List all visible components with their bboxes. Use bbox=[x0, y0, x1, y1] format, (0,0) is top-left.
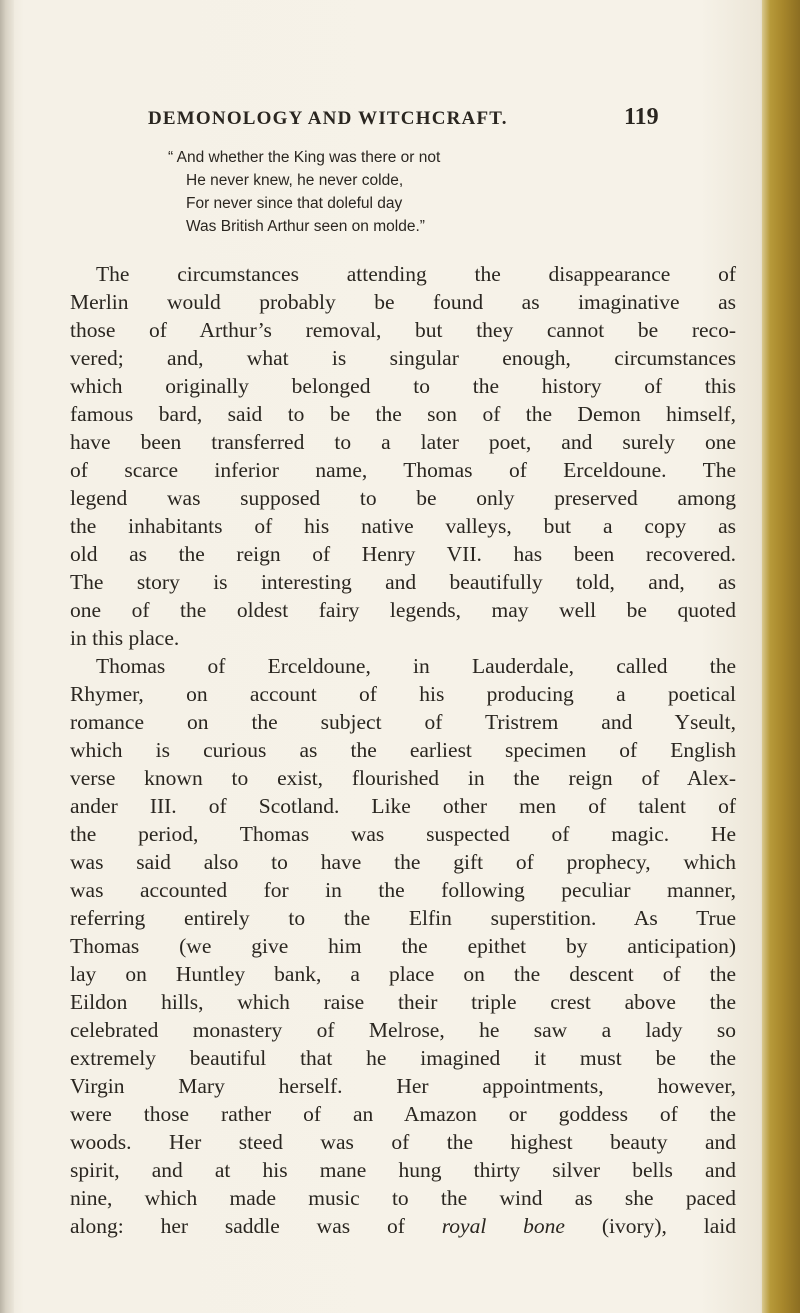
text-fragment: (ivory), laid bbox=[564, 1214, 736, 1238]
text-line: lay on Huntley bank, a place on the descent of the bbox=[70, 962, 736, 986]
text-line: which originally belonged to the history of this bbox=[70, 374, 736, 398]
text-line: referring entirely to the Elfin superstition. As True bbox=[70, 906, 736, 930]
text-line: famous bard, said to be the son of the Demon himself, bbox=[70, 402, 736, 426]
text-line: spirit, and at his mane hung thirty silver bells and bbox=[70, 1158, 736, 1182]
text-line: Thomas (we give him the epithet by anticipation) bbox=[70, 934, 736, 958]
running-header bbox=[148, 104, 728, 134]
text-line: in this place. bbox=[70, 626, 180, 650]
text-line: vered; and, what is singular enough, circumstances bbox=[70, 346, 736, 370]
text-line: legend was supposed to be only preserved among bbox=[70, 486, 736, 510]
text-line: was said also to have the gift of prophecy, which bbox=[70, 850, 736, 874]
page-edge bbox=[762, 0, 800, 1313]
text-line: Virgin Mary herself. Her appointments, however, bbox=[70, 1074, 736, 1098]
text-line: nine, which made music to the wind as she paced bbox=[70, 1186, 736, 1210]
text-line: Thomas of Erceldoune, in Lauderdale, called the bbox=[96, 654, 736, 678]
text-line: Rhymer, on account of his producing a poetical bbox=[70, 682, 736, 706]
text-line: woods. Her steed was of the highest beauty and bbox=[70, 1130, 736, 1154]
text-line: the period, Thomas was suspected of magic. He bbox=[70, 822, 736, 846]
text-line: were those rather of an Amazon or goddess of the bbox=[70, 1102, 736, 1126]
verse-line: For never since that doleful day bbox=[186, 195, 403, 212]
text-line: romance on the subject of Tristrem and Yseult, bbox=[70, 710, 736, 734]
italic-text: royal bone bbox=[441, 1214, 565, 1238]
text-line bbox=[70, 1212, 736, 1240]
text-line: which is curious as the earliest specimen of English bbox=[70, 738, 736, 762]
verse-line: Was British Arthur seen on molde.” bbox=[186, 218, 425, 235]
text-line: of scarce inferior name, Thomas of Erceldoune. The bbox=[70, 458, 736, 482]
text-line: verse known to exist, flourished in the reign of Alex- bbox=[70, 766, 736, 790]
verse-line: “ And whether the King was there or not bbox=[168, 149, 441, 166]
text-line: Merlin would probably be found as imaginative as bbox=[70, 290, 736, 314]
text-line: The story is interesting and beautifully told, and, as bbox=[70, 570, 736, 594]
running-title: DEMONOLOGY AND WITCHCRAFT. bbox=[148, 108, 508, 129]
text-line: extremely beautiful that he imagined it must be the bbox=[70, 1046, 736, 1070]
verse-line: He never knew, he never colde, bbox=[186, 172, 404, 189]
text-fragment: along: her saddle was of bbox=[70, 1214, 442, 1238]
text-line: ander III. of Scotland. Like other men of talent of bbox=[70, 794, 736, 818]
page-gutter bbox=[0, 0, 14, 1313]
text-line: one of the oldest fairy legends, may well be quoted bbox=[70, 598, 736, 622]
text-line: the inhabitants of his native valleys, but a copy as bbox=[70, 514, 736, 538]
text-line: have been transferred to a later poet, and surely one bbox=[70, 430, 736, 454]
page-number: 119 bbox=[624, 104, 659, 130]
text-line: those of Arthur’s removal, but they cannot be reco- bbox=[70, 318, 736, 342]
text-line: celebrated monastery of Melrose, he saw a lady so bbox=[70, 1018, 736, 1042]
text-line: Eildon hills, which raise their triple crest above the bbox=[70, 990, 736, 1014]
text-line: old as the reign of Henry VII. has been recovered. bbox=[70, 542, 736, 566]
text-line: The circumstances attending the disappearance of bbox=[96, 262, 736, 286]
text-line: was accounted for in the following peculiar manner, bbox=[70, 878, 736, 902]
